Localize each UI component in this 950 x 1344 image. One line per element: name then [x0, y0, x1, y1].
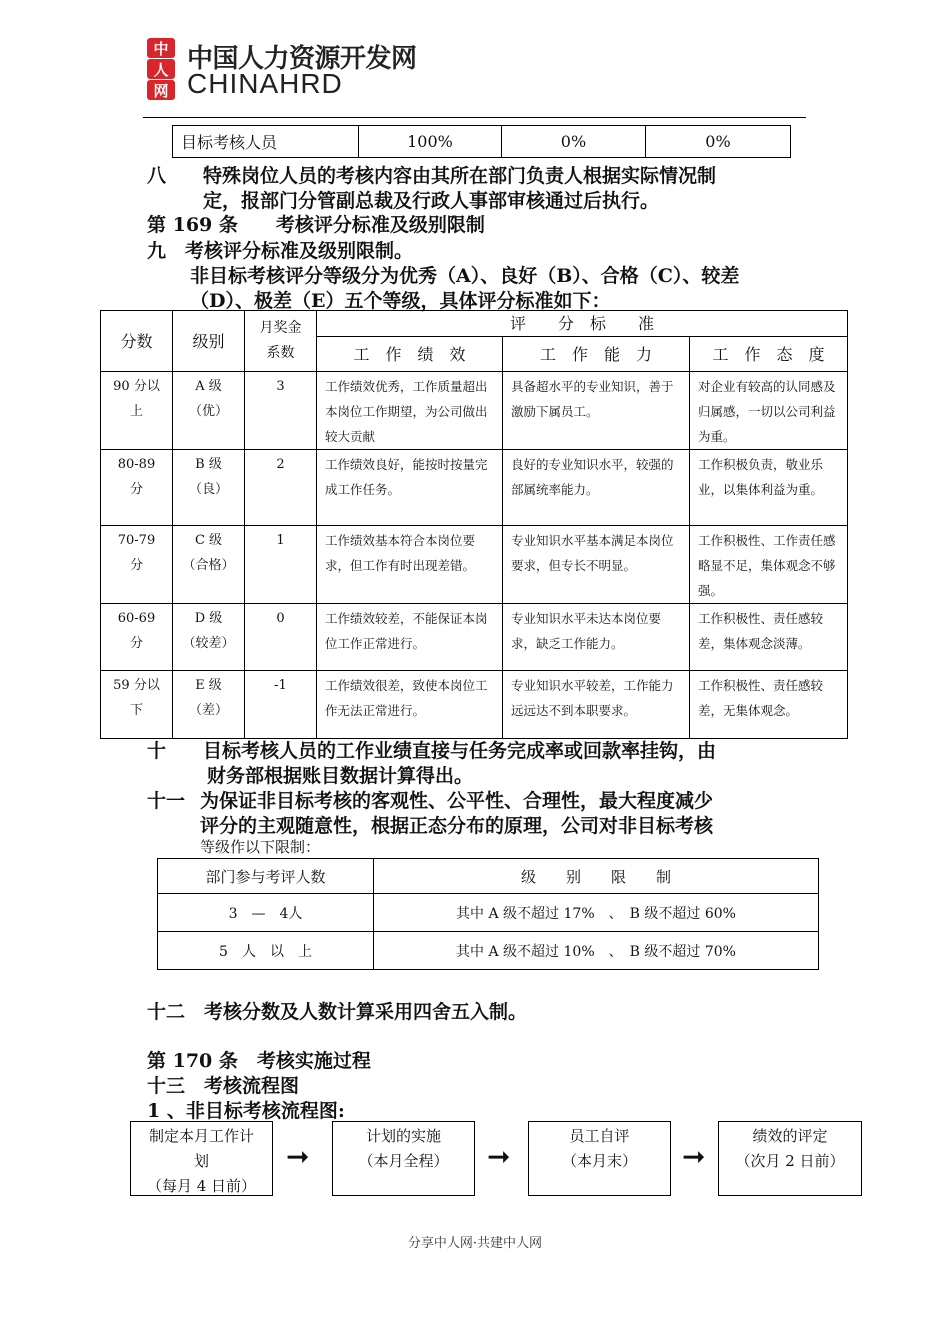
coefficient-cell: -1 — [245, 671, 317, 739]
header-criteria: 评 分 标 准 — [317, 311, 848, 337]
grade-standard-table — [100, 310, 848, 739]
header-department-count: 部门参与考评人数 — [158, 859, 374, 894]
flow-step-implement: 计划的实施 （本月全程） — [332, 1121, 475, 1196]
table-row — [101, 372, 848, 450]
level-cell: D 级 （较差） — [173, 604, 245, 671]
target-row-value: 0% — [646, 126, 791, 158]
flow-step-evaluation: 绩效的评定 （次月 2 日前） — [718, 1121, 862, 1196]
header-level: 级别 — [173, 311, 245, 372]
section-10-line-1: 目标考核人员的工作业绩直接与任务完成率或回款率挂钩，由 — [203, 740, 717, 762]
score-cell: 80-89 分 — [101, 450, 173, 526]
section-8-line-2: 定，报部门分管副总裁及行政人事部审核通过后执行。 — [203, 190, 660, 212]
section-12: 十二 考核分数及人数计算采用四舍五入制。 — [147, 1001, 528, 1023]
level-cell: A 级 （优） — [173, 372, 245, 450]
ability-cell: 良好的专业知识水平，较强的部属统率能力。 — [503, 450, 690, 526]
target-row-value: 100% — [359, 126, 502, 158]
flow-step-self-assessment: 员工自评 （本月末） — [528, 1121, 671, 1196]
header-bonus-coefficient — [245, 311, 317, 372]
performance-cell: 工作绩效优秀，工作质量超出本岗位工作期望，为公司做出较大贡献 — [317, 372, 503, 450]
header-ability: 工 作 能 力 — [503, 337, 690, 372]
header-divider — [143, 117, 806, 118]
attitude-cell: 对企业有较高的认同感及归属感，一切以公司利益为重。 — [690, 372, 848, 450]
level-cell: C 级 （合格） — [173, 526, 245, 604]
coefficient-cell: 2 — [245, 450, 317, 526]
section-13: 十三 考核流程图 — [147, 1075, 300, 1097]
arrow-right-icon: ➞ — [286, 1140, 310, 1173]
attitude-cell: 工作积极性、工作责任感略显不足，集体观念不够强。 — [690, 526, 848, 604]
section-10-line-2: 财务部根据账目数据计算得出。 — [207, 765, 474, 787]
table-row — [158, 932, 819, 970]
section-11-line-1: 为保证非目标考核的客观性、公平性、合理性，最大程度减少 — [200, 790, 714, 812]
performance-cell: 工作绩效很差，致使本岗位工作无法正常进行。 — [317, 671, 503, 739]
flow-step-plan: 制定本月工作计 划 （每月 4 日前） — [130, 1121, 273, 1196]
level-cell: B 级 （良） — [173, 450, 245, 526]
performance-cell: 工作绩效较差，不能保证本岗位工作正常进行。 — [317, 604, 503, 671]
logo-char-2: 人 — [153, 61, 169, 79]
target-row-table — [172, 125, 791, 158]
ability-cell: 专业知识水平基本满足本岗位要求，但专长不明显。 — [503, 526, 690, 604]
article-169-title: 第 169 条 考核评分标准及级别限制 — [147, 214, 485, 236]
section-9-line-2: （D）、极差（E）五个等级，具体评分标准如下： — [190, 290, 611, 312]
header-score: 分数 — [101, 311, 173, 372]
score-cell: 70-79 分 — [101, 526, 173, 604]
arrow-right-icon: ➞ — [682, 1140, 706, 1173]
header-bonus-line-2: 系数 — [266, 345, 295, 361]
performance-cell: 工作绩效良好，能按时按量完成工作任务。 — [317, 450, 503, 526]
level-cell: E 级 （差） — [173, 671, 245, 739]
section-9-line-1: 非目标考核评分等级分为优秀（A）、良好（B）、合格（C）、较差 — [190, 265, 740, 287]
ability-cell: 具备超水平的专业知识，善于激励下属员工。 — [503, 372, 690, 450]
logo-char-3: 网 — [153, 82, 169, 100]
grade-limit-table — [157, 858, 819, 970]
section-11-line-3: 等级作以下限制： — [200, 838, 321, 856]
coefficient-cell: 1 — [245, 526, 317, 604]
score-cell: 90 分以 上 — [101, 372, 173, 450]
page-footer: 分享中人网·共建中人网 — [407, 1236, 543, 1251]
coefficient-cell: 0 — [245, 604, 317, 671]
flow-chart-heading: 1 、非目标考核流程图: — [147, 1100, 345, 1122]
ability-cell: 专业知识水平较差，工作能力远远达不到本职要求。 — [503, 671, 690, 739]
arrow-right-icon: ➞ — [487, 1140, 511, 1173]
logo-chinese-name: 中国人力资源开发网 — [187, 44, 417, 74]
attitude-cell: 工作积极性、责任感较差，无集体观念。 — [690, 671, 848, 739]
level-limit-cell: 其中 A 级不超过 10% 、 B 级不超过 70% — [374, 932, 819, 970]
section-9-heading: 九 考核评分标准及级别限制。 — [147, 240, 414, 262]
department-count-cell: 3 — 4人 — [158, 894, 374, 932]
header-bonus-line-1: 月奖金 — [259, 320, 302, 336]
logo-english-name: CHINAHRD — [187, 68, 343, 99]
ability-cell: 专业知识水平未达本岗位要求，缺乏工作能力。 — [503, 604, 690, 671]
logo-char-1: 中 — [153, 40, 169, 58]
table-row — [158, 894, 819, 932]
table-row — [101, 450, 848, 526]
table-row — [101, 671, 848, 739]
target-row-value: 0% — [502, 126, 646, 158]
performance-cell: 工作绩效基本符合本岗位要求，但工作有时出现差错。 — [317, 526, 503, 604]
section-11-line-2: 评分的主观随意性，根据正态分布的原理，公司对非目标考核 — [200, 815, 714, 837]
level-limit-cell: 其中 A 级不超过 17% 、 B 级不超过 60% — [374, 894, 819, 932]
department-count-cell: 5 人 以 上 — [158, 932, 374, 970]
section-11-number: 十一 — [147, 790, 186, 812]
header-level-limit: 级 别 限 制 — [374, 859, 819, 894]
section-10-number: 十 — [147, 740, 167, 762]
section-8-line-1: 特殊岗位人员的考核内容由其所在部门负责人根据实际情况制 — [203, 165, 717, 187]
attitude-cell: 工作积极性、责任感较差，集体观念淡薄。 — [690, 604, 848, 671]
header-performance: 工 作 绩 效 — [317, 337, 503, 372]
score-cell: 59 分以 下 — [101, 671, 173, 739]
article-170-title: 第 170 条 考核实施过程 — [147, 1050, 371, 1072]
table-row — [101, 526, 848, 604]
section-8-number: 八 — [147, 165, 167, 187]
target-row-label: 目标考核人员 — [173, 126, 359, 158]
header-attitude: 工 作 态 度 — [690, 337, 848, 372]
score-cell: 60-69 分 — [101, 604, 173, 671]
coefficient-cell: 3 — [245, 372, 317, 450]
logo-mark — [143, 38, 179, 100]
logo-seal-icon — [143, 38, 179, 100]
attitude-cell: 工作积极负责，敬业乐业，以集体利益为重。 — [690, 450, 848, 526]
table-row — [101, 604, 848, 671]
